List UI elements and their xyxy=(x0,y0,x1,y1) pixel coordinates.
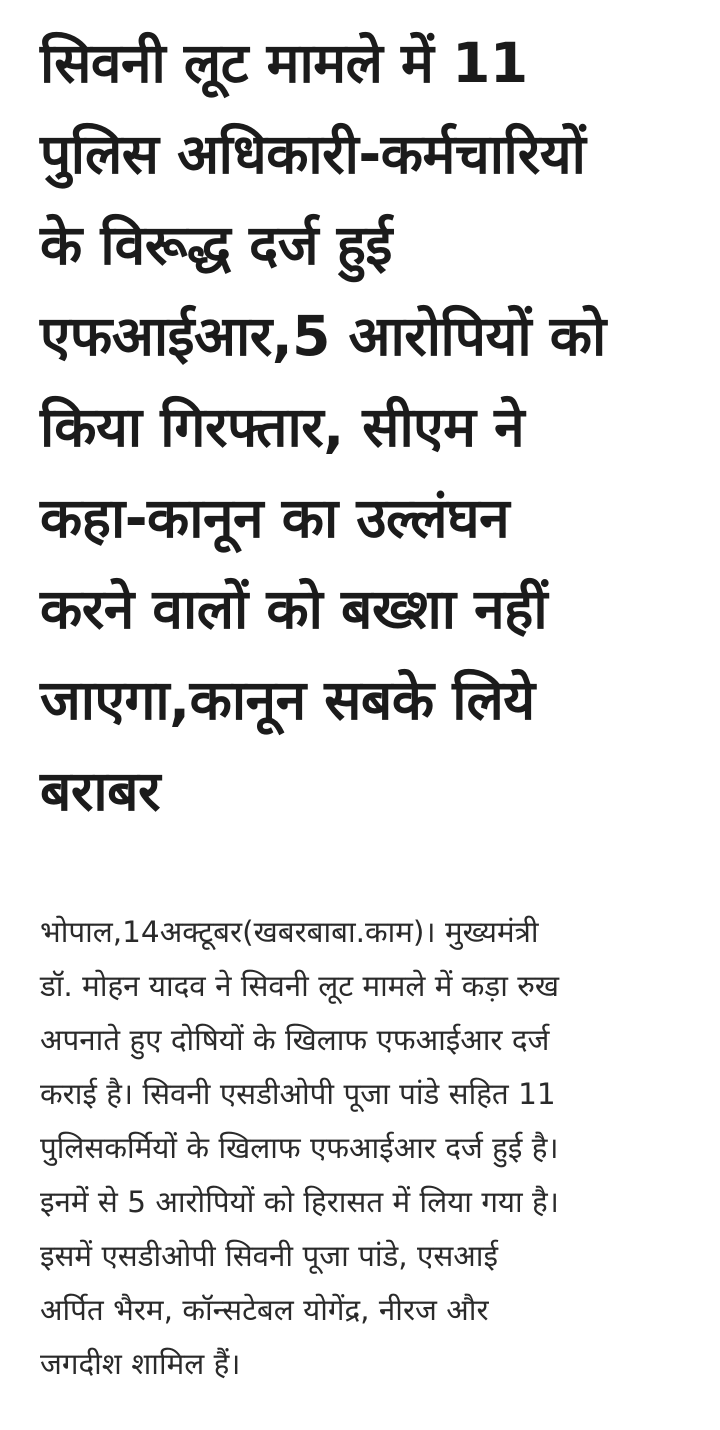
headline-line: सिवनी लूट मामले में 11 xyxy=(40,31,528,95)
body-line: अपनाते हुए दोषियों के खिलाफ एफआईआर दर्ज xyxy=(40,1023,550,1057)
body-line: अर्पित भैरम, कॉन्सटेबल योगेंद्र, नीरज और xyxy=(40,1293,489,1327)
headline-line: के विरूद्ध दर्ज हुई xyxy=(40,213,392,277)
headline-line: एफआईआर,5 आरोपियों को xyxy=(40,304,606,368)
headline-line: किया गिरफ्तार, सीएम ने xyxy=(40,395,525,459)
article-body xyxy=(40,905,690,1391)
body-line: भोपाल,14अक्टूबर(खबरबाबा.काम)। मुख्यमंत्री xyxy=(40,915,539,949)
headline xyxy=(40,0,690,837)
news-article xyxy=(40,0,690,1381)
body-line: इनमें से 5 आरोपियों को हिरासत में लिया गया है। xyxy=(40,1185,559,1219)
body-line: पुलिसकर्मियों के खिलाफ एफआईआर दर्ज हुई है। xyxy=(40,1131,559,1165)
body-line: कराई है। सिवनी एसडीओपी पूजा पांडे सहित 11 xyxy=(40,1077,556,1111)
headline-line: करने वालों को बख्शा नहीं xyxy=(40,577,548,641)
headline-line: कहा-कानून का उल्लंघन xyxy=(40,486,510,550)
headline-line: बराबर xyxy=(40,759,161,823)
body-line: डॉ. मोहन यादव ने सिवनी लूट मामले में कड़ा रुख xyxy=(40,969,559,1003)
body-line: जगदीश शामिल हैं। xyxy=(40,1347,241,1381)
headline-line: पुलिस अधिकारी-कर्मचारियों xyxy=(40,122,586,186)
headline-line: जाएगा,कानून सबके लिये xyxy=(40,668,535,732)
body-line: इसमें एसडीओपी सिवनी पूजा पांडे, एसआई xyxy=(40,1239,498,1273)
